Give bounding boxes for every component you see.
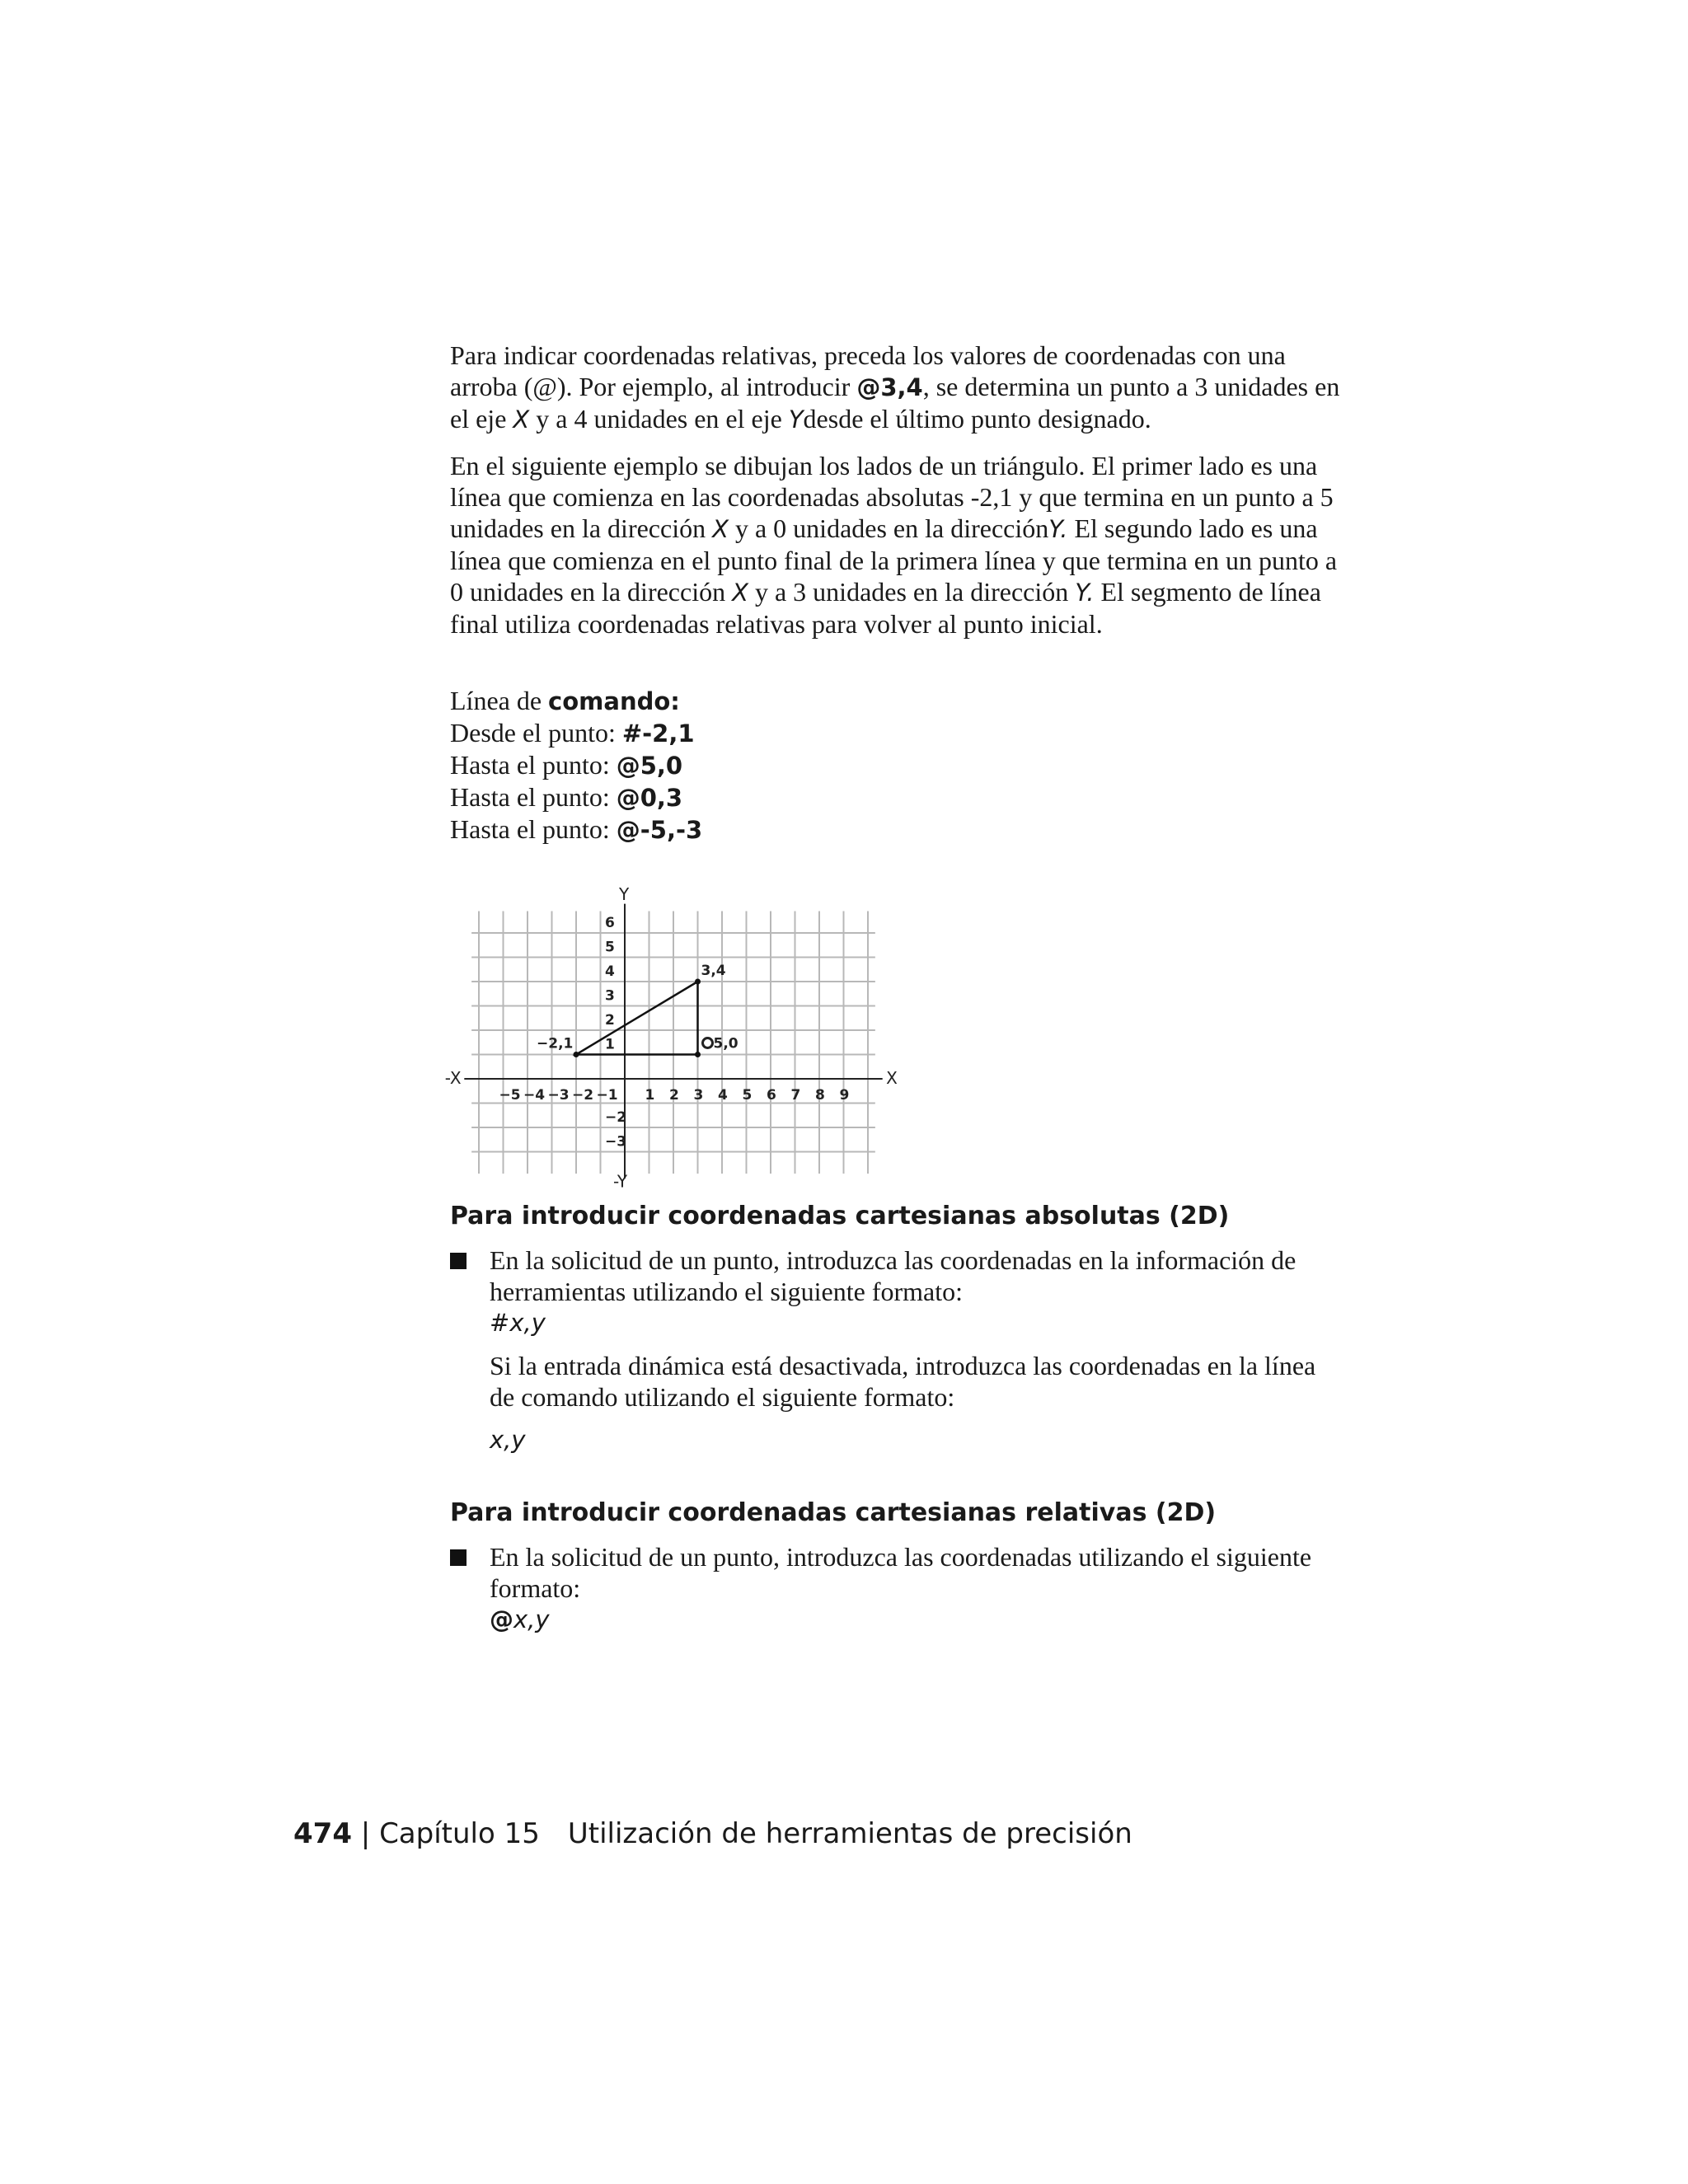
triangle-shape (576, 982, 698, 1055)
y-tick-label: 4 (605, 963, 615, 980)
bullet-square-icon (450, 1253, 467, 1269)
coordinate-grid-figure (444, 861, 898, 1192)
triangle-vertex (574, 1052, 579, 1057)
bold-run: comando: (548, 687, 680, 715)
bullet-relative (450, 1541, 1340, 1635)
format-code (490, 1307, 1340, 1338)
paragraph-text (450, 450, 1340, 640)
italic-run: X (513, 405, 530, 434)
y-axis-label: Y (619, 884, 630, 905)
command-line (450, 749, 1340, 781)
x-tick-label: 1 (645, 1087, 655, 1104)
command-value: @5,0 (616, 752, 683, 780)
x-tick-label: −3 (547, 1087, 570, 1104)
command-line (450, 717, 1340, 749)
x-tick-label: −1 (596, 1087, 618, 1104)
heading-absolute-coordinates: Para introducir coordenadas cartesianas absolutas (2D) (450, 1202, 1230, 1230)
x-tick-label: 7 (790, 1087, 801, 1104)
paragraph-relative-intro (450, 340, 1340, 435)
italic-run: X (712, 515, 729, 543)
italic-run: Y. (1075, 579, 1095, 607)
heading-relative-coordinates: Para introducir coordenadas cartesianas relativas (2D) (450, 1498, 1217, 1527)
text-run: y a 3 unidades en la dirección (748, 577, 1076, 607)
command-value: #-2,1 (621, 719, 695, 748)
point-label: −2,1 (537, 1035, 574, 1052)
command-title (450, 685, 1340, 717)
code-text: x,y (509, 1309, 546, 1337)
command-value: @0,3 (616, 784, 683, 812)
code-prefix: # (490, 1309, 510, 1337)
x-tick-label: 6 (767, 1087, 776, 1104)
chapter-title: Utilización de herramientas de precisión (567, 1817, 1132, 1850)
code-text: x,y (513, 1605, 550, 1633)
code-prefix: @ (490, 1605, 513, 1633)
bullet-body (490, 1541, 1340, 1635)
bullet-body (490, 1244, 1340, 1455)
triangle-vertex (695, 1052, 701, 1057)
text-run: En el siguiente ejemplo se dibujan los lados de un triángulo. El primer lado es una línea que comienza en las coordenadas absolutas -2,1 y que termina en un punto a 5 unidades en la dirección (450, 451, 1334, 543)
format-code (490, 1604, 1340, 1635)
command-value: @-5,-3 (616, 816, 703, 844)
text-run: El segundo lado es una línea que comienza en el punto final de la primera línea y que termina en un punto a 0 unidades en la dirección (450, 513, 1338, 607)
command-line (450, 781, 1340, 813)
point-label: 3,4 (701, 963, 726, 979)
page-number: 474 (293, 1817, 352, 1850)
y-tick-label: 3 (605, 987, 615, 1005)
command-label: Desde el punto: (450, 718, 622, 748)
text-run: y a 4 unidades en el eje (529, 404, 789, 434)
footer-separator: | (351, 1817, 380, 1850)
italic-run: X (732, 579, 748, 607)
command-label: Hasta el punto: (450, 750, 617, 780)
y-tick-label: −2 (605, 1109, 627, 1126)
italic-run: Y. (1048, 515, 1068, 543)
chapter-label: Capítulo 15 (379, 1817, 540, 1850)
x-axis-negative-label: -X (444, 1068, 462, 1088)
text-run: El segmento de línea final utiliza coordenadas relativas para volver al punto inicial. (450, 577, 1321, 639)
x-tick-label: 3 (693, 1087, 704, 1104)
format-code: x,y (490, 1426, 526, 1454)
point-label: 5,0 (713, 1035, 738, 1052)
x-tick-label: 4 (718, 1087, 728, 1104)
instruction-text: Si la entrada dinámica está desactivada, introduzca las coordenadas en la línea de comando utilizando el siguiente formato: (490, 1351, 1316, 1412)
y-tick-label: −3 (605, 1133, 627, 1151)
paragraph-text (450, 340, 1340, 435)
triangle-vertex (695, 979, 701, 985)
y-tick-label: 6 (605, 915, 615, 931)
x-tick-label: 5 (742, 1087, 753, 1104)
y-tick-label: 1 (605, 1036, 615, 1053)
x-tick-label: 9 (839, 1087, 850, 1104)
bold-run: @3,4 (856, 373, 923, 401)
y-axis-negative-label: -Y (613, 1171, 628, 1192)
command-line-block (450, 685, 1340, 846)
command-label: Hasta el punto: (450, 814, 617, 844)
point-marker-icon (703, 1038, 713, 1048)
command-label: Hasta el punto: (450, 782, 617, 812)
italic-run: Y (788, 405, 804, 434)
x-tick-label: 2 (669, 1087, 679, 1104)
x-tick-label: −4 (523, 1087, 546, 1104)
x-tick-label: 8 (815, 1087, 825, 1104)
paragraph-triangle-example (450, 450, 1340, 640)
text-run: y a 0 unidades en la dirección (728, 513, 1049, 543)
y-tick-label: 2 (605, 1012, 615, 1029)
text-run: , se determina un punto a 3 unidades en el eje (450, 372, 1340, 434)
command-line (450, 813, 1340, 846)
instruction-text: En la solicitud de un punto, introduzca las coordenadas utilizando el siguiente formato: (490, 1542, 1312, 1603)
bullet-square-icon (450, 1549, 467, 1566)
text-run: Para indicar coordenadas relativas, preceda los valores de coordenadas con una arroba (@). Por ejemplo, al introducir (450, 340, 1286, 401)
instruction-text: En la solicitud de un punto, introduzca las coordenadas en la información de herramientas utilizando el siguiente formato: (490, 1245, 1296, 1306)
bullet-absolute (450, 1244, 1340, 1455)
page-footer (293, 1817, 1132, 1850)
y-tick-label: 5 (605, 939, 615, 956)
x-axis-label: X (886, 1068, 898, 1088)
x-tick-label: −5 (499, 1087, 521, 1104)
x-tick-label: −2 (572, 1087, 594, 1104)
text-run: Línea de (450, 686, 549, 715)
text-run: desde el último punto designado. (803, 404, 1151, 434)
